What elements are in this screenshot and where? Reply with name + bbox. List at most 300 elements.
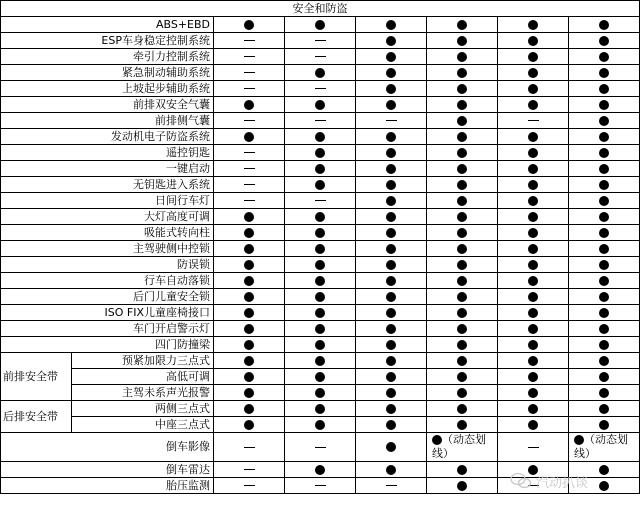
row-label: 倒车雷达 [1,462,214,478]
table-row [1,257,640,273]
dot-mark [528,196,538,206]
value-cell-dot [569,401,640,417]
dot-mark [386,100,396,110]
value-cell-dot [569,321,640,337]
value-cell-dot [498,385,569,401]
dot-mark [244,340,254,350]
dot-mark [528,36,538,46]
value-cell-dot [498,273,569,289]
dot-mark [244,324,254,334]
dash-mark [528,447,539,448]
table-row [1,353,640,369]
value-cell-dot [356,305,427,321]
dot-mark [528,276,538,286]
value-cell-dot [498,257,569,273]
table-row [1,97,640,113]
dot-mark [528,52,538,62]
dot-mark [457,116,467,126]
value-cell-dot [285,337,356,353]
dot-mark [599,20,609,30]
value-cell-dot [427,193,498,209]
dot-mark [599,132,609,142]
dot-mark [386,52,396,62]
value-cell-dot [498,145,569,161]
dot-mark [528,388,538,398]
table-row [1,401,640,417]
value-cell-dot [427,385,498,401]
value-cell-dot [285,17,356,33]
dot-mark [457,52,467,62]
value-cell-dash [285,193,356,209]
value-cell-dot [214,273,285,289]
table-title: 安全和防盗 [1,1,640,17]
value-cell-dot [498,353,569,369]
table-row [1,225,640,241]
dot-mark [599,244,609,254]
row-label: 日间行车灯 [1,193,214,209]
value-cell-dot [498,209,569,225]
value-cell-dot [427,417,498,433]
row-label: 一键启动 [1,161,214,177]
row-label: 前排侧气囊 [1,113,214,129]
value-cell-dot [356,353,427,369]
value-cell-dot [356,241,427,257]
dot-mark [386,276,396,286]
value-cell-dot [214,353,285,369]
dot-mark [386,442,396,452]
dot-mark [528,260,538,270]
table-row [1,385,640,401]
dash-mark [244,184,255,185]
dot-mark [528,292,538,302]
value-cell-dot [214,257,285,273]
value-cell-dot [498,289,569,305]
value-cell-dot [427,241,498,257]
dot-mark [315,20,325,30]
value-cell-dot [498,193,569,209]
dot-mark [244,244,254,254]
dot-mark [599,292,609,302]
group-label: 后排安全带 [1,401,72,433]
dot-mark [386,228,396,238]
dot-mark [528,324,538,334]
dot-mark [528,308,538,318]
value-cell-dash [214,33,285,49]
note-label: （动态划线） [432,433,486,460]
value-cell-dash [214,462,285,478]
dot-mark [599,340,609,350]
value-cell-dot [285,321,356,337]
note-text [432,433,492,461]
value-cell-dot [285,145,356,161]
value-cell-dot [569,305,640,321]
dot-mark [386,244,396,254]
value-cell-dot [498,177,569,193]
value-cell-dot [569,209,640,225]
value-cell-dot [285,257,356,273]
dot-mark [599,180,609,190]
dot-mark [528,100,538,110]
dot-mark [457,100,467,110]
dash-mark [244,120,255,121]
table-row [1,161,640,177]
value-cell-dot [285,369,356,385]
dot-mark [432,435,442,445]
dot-mark [457,340,467,350]
dash-mark [244,72,255,73]
dot-mark [457,404,467,414]
dot-mark [528,372,538,382]
watermark [510,470,630,492]
value-cell-dot [356,65,427,81]
value-cell-dot [356,49,427,65]
value-cell-dot [569,337,640,353]
table-row [1,33,640,49]
dot-mark [386,132,396,142]
dash-mark [315,120,326,121]
dot-mark [457,68,467,78]
value-cell-dash [214,161,285,177]
value-cell-dot [569,273,640,289]
table-row [1,113,640,129]
table-row [1,193,640,209]
dot-mark [386,164,396,174]
dot-mark [244,372,254,382]
value-cell-dot [285,385,356,401]
value-cell-dot [498,97,569,113]
dot-mark [315,356,325,366]
value-cell-dot [569,417,640,433]
value-cell-dot [427,161,498,177]
dot-mark [457,164,467,174]
value-cell-dot [285,289,356,305]
row-label: 两侧三点式 [72,401,214,417]
dot-mark [599,100,609,110]
value-cell-dot [427,289,498,305]
value-cell-dot [498,401,569,417]
row-label: 倒车影像 [1,433,214,462]
dot-mark [528,148,538,158]
row-label: 紧急制动辅助系统 [1,65,214,81]
dot-mark [315,180,325,190]
dot-mark [457,388,467,398]
dot-mark [599,196,609,206]
dot-mark [386,340,396,350]
value-cell-dot [285,225,356,241]
value-cell-dot [569,369,640,385]
dot-mark [599,420,609,430]
value-cell-dot [356,321,427,337]
value-cell-dot [356,433,427,462]
dot-mark [457,244,467,254]
dot-mark [528,180,538,190]
value-cell-dash [214,433,285,462]
value-cell-dash [356,478,427,494]
value-cell-dot [498,417,569,433]
dot-mark [457,465,467,475]
row-label: 无钥匙进入系统 [1,177,214,193]
value-cell-dot [498,305,569,321]
value-cell-dot [285,161,356,177]
dot-mark [599,68,609,78]
value-cell-dot [498,225,569,241]
group-label: 前排安全带 [1,353,72,401]
dot-mark [386,356,396,366]
value-cell-dot [356,17,427,33]
row-label: 胎压监测 [1,478,214,494]
dot-mark [599,404,609,414]
dot-mark [386,180,396,190]
dot-mark [386,196,396,206]
value-cell-dot [427,81,498,97]
dot-mark [386,20,396,30]
value-cell-dot [427,273,498,289]
value-cell-dot [214,305,285,321]
dot-mark [386,420,396,430]
table-row [1,17,640,33]
dot-mark [457,228,467,238]
dot-mark [599,36,609,46]
value-cell-dot [427,17,498,33]
dot-mark [244,132,254,142]
value-cell-dot [285,353,356,369]
dot-mark [315,100,325,110]
dot-mark [574,435,584,445]
value-cell-dot [356,273,427,289]
dot-mark [599,308,609,318]
dash-mark [244,56,255,57]
value-cell-dot [214,385,285,401]
dash-mark [244,469,255,470]
row-label: 主驾未系声光报警 [72,385,214,401]
value-cell-dot [214,289,285,305]
value-cell-dot [427,33,498,49]
row-label: 中座三点式 [72,417,214,433]
dot-mark [315,404,325,414]
value-cell-dot [356,161,427,177]
dot-mark [599,276,609,286]
table-row [1,433,640,462]
value-cell-dot [427,305,498,321]
value-cell-dot [356,129,427,145]
dot-mark [457,276,467,286]
value-cell-dot [427,129,498,145]
dot-mark [599,324,609,334]
value-cell-dash [214,81,285,97]
value-cell-dash [498,113,569,129]
value-cell-dash [214,65,285,81]
value-cell-dash [285,478,356,494]
value-cell-dot [569,225,640,241]
value-cell-dot-note [569,433,640,462]
dot-mark [244,292,254,302]
dot-mark [457,212,467,222]
value-cell-dot [214,337,285,353]
dot-mark [528,228,538,238]
value-cell-dot [356,177,427,193]
dash-mark [315,40,326,41]
value-cell-dot [214,209,285,225]
dot-mark [386,388,396,398]
value-cell-dash [285,49,356,65]
table-row [1,177,640,193]
value-cell-dot [214,97,285,113]
dot-mark [457,20,467,30]
dot-mark [528,132,538,142]
dash-mark [244,40,255,41]
dot-mark [315,148,325,158]
row-label: 高低可调 [72,369,214,385]
dot-mark [315,228,325,238]
value-cell-dot [569,145,640,161]
table-row [1,417,640,433]
value-cell-dot [427,225,498,241]
dash-mark [386,485,397,486]
value-cell-dot [427,97,498,113]
row-label: ESP车身稳定控制系统 [1,33,214,49]
value-cell-dot [427,65,498,81]
row-label: 四门防撞梁 [1,337,214,353]
dot-mark [528,164,538,174]
value-cell-dash [214,193,285,209]
row-label: 大灯高度可调 [1,209,214,225]
value-cell-dot [427,401,498,417]
dot-mark [386,404,396,414]
dot-mark [386,260,396,270]
value-cell-dot [427,353,498,369]
value-cell-dot [498,321,569,337]
value-cell-dot [498,241,569,257]
dash-mark [244,200,255,201]
value-cell-dot [356,145,427,161]
value-cell-dot [569,33,640,49]
row-label: 防误锁 [1,257,214,273]
dot-mark [386,36,396,46]
value-cell-dot [285,305,356,321]
dot-mark [457,324,467,334]
value-cell-dot [285,129,356,145]
value-cell-dot [498,17,569,33]
value-cell-dash [356,113,427,129]
value-cell-dot [569,161,640,177]
value-cell-dot [214,241,285,257]
value-cell-dot [569,241,640,257]
value-cell-dot [356,401,427,417]
value-cell-dash [285,433,356,462]
dot-mark [457,356,467,366]
value-cell-dot [569,97,640,113]
watermark-text: 汽动扒谈 [536,475,589,491]
dash-mark [244,168,255,169]
header-row [1,1,640,17]
value-cell-dot [356,81,427,97]
dot-mark [244,276,254,286]
table-row [1,145,640,161]
value-cell-dot [569,193,640,209]
note-label: （动态划线） [574,433,628,460]
dash-mark [528,120,539,121]
value-cell-dot [214,369,285,385]
row-label: ABS+EBD [1,17,214,33]
note-text [574,433,634,461]
dot-mark [599,52,609,62]
row-label: ISO FIX儿童座椅接口 [1,305,214,321]
value-cell-dot [427,369,498,385]
value-cell-dot [498,81,569,97]
dot-mark [386,84,396,94]
value-cell-dot [427,257,498,273]
value-cell-dot [498,369,569,385]
dot-mark [315,388,325,398]
table-row [1,289,640,305]
dot-mark [457,308,467,318]
value-cell-dot [498,33,569,49]
value-cell-dot [285,177,356,193]
value-cell-dot [569,17,640,33]
dot-mark [315,308,325,318]
value-cell-dot [356,257,427,273]
value-cell-dot [427,209,498,225]
value-cell-dash [214,49,285,65]
table-row [1,49,640,65]
value-cell-dot [285,462,356,478]
row-label: 遥控钥匙 [1,145,214,161]
value-cell-dot [285,273,356,289]
value-cell-dot [285,417,356,433]
value-cell-dot [498,65,569,81]
value-cell-dot [498,49,569,65]
dot-mark [315,276,325,286]
dot-mark [457,481,467,491]
dot-mark [528,68,538,78]
dot-mark [457,196,467,206]
dot-mark [315,212,325,222]
value-cell-dash [214,145,285,161]
dot-mark [528,244,538,254]
dash-mark [315,200,326,201]
dot-mark [599,212,609,222]
row-label: 发动机电子防盗系统 [1,129,214,145]
row-label: 预紧加限力三点式 [72,353,214,369]
dot-mark [528,420,538,430]
dot-mark [315,324,325,334]
value-cell-dot [285,401,356,417]
value-cell-dot [356,209,427,225]
row-label: 主驾驶侧中控锁 [1,241,214,257]
dot-mark [244,100,254,110]
dot-mark [386,465,396,475]
value-cell-dot [356,225,427,241]
dot-mark [599,84,609,94]
value-cell-dot [356,97,427,113]
value-cell-dot [569,257,640,273]
table-row [1,209,640,225]
dot-mark [386,148,396,158]
dot-mark [386,324,396,334]
dot-mark [244,308,254,318]
dot-mark [244,388,254,398]
value-cell-dot [498,337,569,353]
dot-mark [457,372,467,382]
value-cell-dot [356,289,427,305]
table-row [1,305,640,321]
row-label: 前排双安全气囊 [1,97,214,113]
dash-mark [244,485,255,486]
dot-mark [244,356,254,366]
table-row [1,321,640,337]
dot-mark [386,292,396,302]
dash-mark [315,485,326,486]
